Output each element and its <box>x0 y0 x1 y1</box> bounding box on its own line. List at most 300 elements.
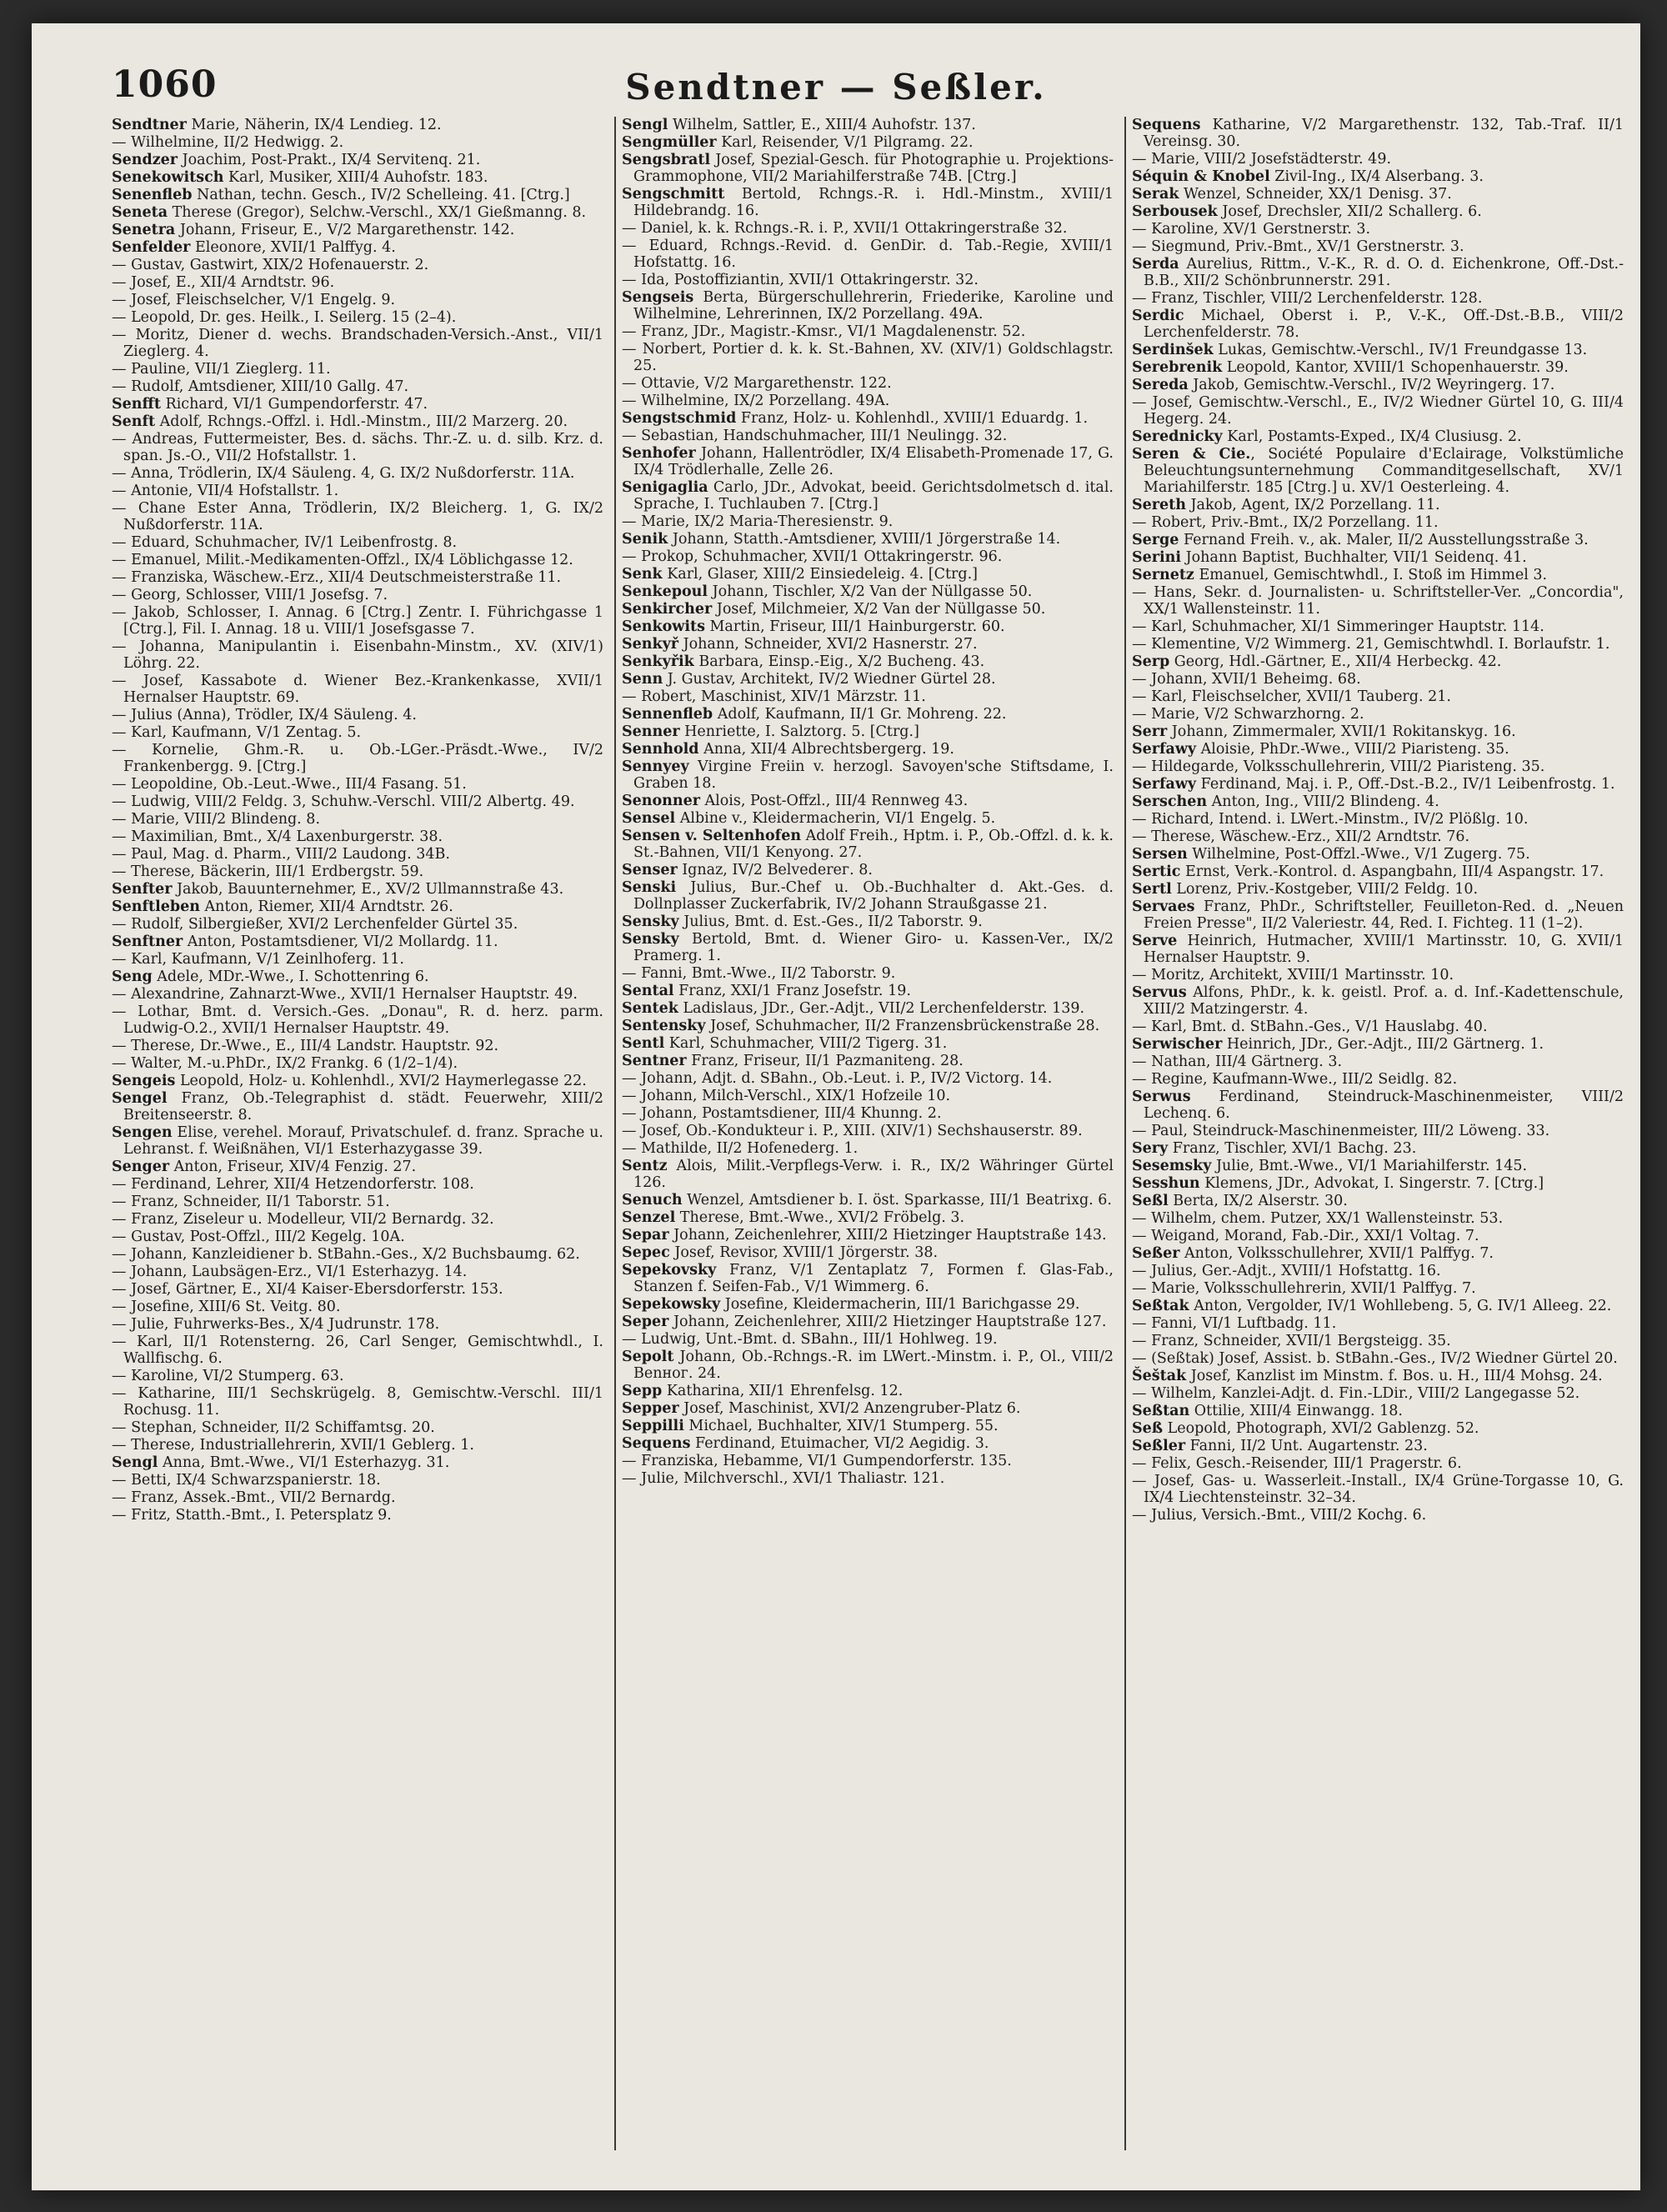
directory-entry <box>112 881 603 898</box>
directory-entry <box>622 1105 1114 1123</box>
entry-details: — Jakob, Schlosser, I. Annag. 6 [Ctrg.] Zentr. I. Führichgasse 1 [Ctrg.], Fil. I. Annag. 18 u. VIII/1 Josefsgasse 7. <box>112 604 603 638</box>
entry-details: — Ottavie, V/2 Margarethenstr. 122. <box>622 375 892 392</box>
directory-entry <box>622 1296 1114 1314</box>
directory-entry <box>112 1176 603 1194</box>
entry-details: — Julius (Anna), Trödler, IX/4 Säuleng. 4. <box>112 707 417 723</box>
directory-entry <box>622 601 1114 618</box>
entry-details: — Leopoldine, Ob.-Leut.-Wwe., III/4 Fasang. 51. <box>112 776 467 793</box>
entry-surname: Senger <box>112 1159 170 1175</box>
entry-details: — Johann, XVII/1 Beheimg. 68. <box>1132 671 1361 688</box>
entry-details: Josef, Maschinist, XVI/2 Anzengruber-Platz 6. <box>678 1400 1021 1417</box>
directory-entry <box>622 1331 1114 1349</box>
entry-surname: Sengl <box>112 1454 158 1471</box>
entry-details: Therese (Gregor), Selchw.-Verschl., XX/1 Gießmanng. 8. <box>168 204 587 221</box>
entry-details: — Gustav, Post-Offzl., III/2 Kegelg. 10A. <box>112 1229 405 1245</box>
directory-entry <box>112 793 603 811</box>
entry-surname: Sentner <box>622 1053 687 1069</box>
entry-surname: Senftner <box>112 933 183 950</box>
entry-details: — Regine, Kaufmann-Wwe., III/2 Seidlg. 82. <box>1132 1071 1458 1088</box>
entry-details: Franz, PhDr., Schriftsteller, Feuilleton-Red. d. „Neuen Freien Presse", II/2 Valeriestr. 44, Red. I. Fichteg. 11 (1–2). <box>1144 898 1624 932</box>
entry-details: Emanuel, Gemischtwhdl., I. Stoß im Himmel 3. <box>1194 567 1548 583</box>
directory-entry <box>622 1383 1114 1400</box>
entry-surname: Sendzer <box>112 152 178 168</box>
directory-entry <box>112 483 603 500</box>
directory-entry <box>112 811 603 828</box>
directory-entry <box>112 863 603 881</box>
directory-entry <box>622 1227 1114 1244</box>
entry-details: — Josef, Fleischselcher, V/1 Engelg. 9. <box>112 292 396 308</box>
entry-details: Ottilie, XIII/4 Einwangg. 18. <box>1189 1403 1403 1419</box>
entry-details: — Pauline, VII/1 Zieglerg. 11. <box>112 361 331 378</box>
directory-entry <box>112 673 603 707</box>
directory-entry <box>1132 1210 1624 1228</box>
entry-details: Johann, Zimmermaler, XVII/1 Rokitanskyg. 16. <box>1167 723 1516 740</box>
entry-details: — Leopold, Dr. ges. Heilk., I. Seilerg. 15 (2–4). <box>112 309 457 326</box>
entry-details: — Robert, Maschinist, XIV/1 Märzstr. 11. <box>622 688 926 705</box>
entry-details: Wenzel, Amtsdiener b. I. öst. Sparkasse, III/1 Beatrixg. 6. <box>682 1192 1112 1209</box>
directory-entry <box>1132 497 1624 514</box>
directory-entry <box>1132 1385 1624 1403</box>
entry-details: Ferdinand, Steindruck-Maschinenmeister, VIII/2 Lechenq. 6. <box>1144 1088 1624 1122</box>
directory-entry <box>112 396 603 413</box>
entry-details: — Daniel, k. k. Rchngs.-R. i. P., XVII/1 Ottakringerstraße 32. <box>622 220 1068 237</box>
entry-details: Anna, XII/4 Albrechtsbergerg. 19. <box>698 741 954 758</box>
directory-entry <box>112 776 603 793</box>
entry-details: — Eduard, Rchngs.-Revid. d. GenDir. d. Tab.-Regie, XVIII/1 Hofstattg. 16. <box>622 238 1114 271</box>
entry-details: Adolf, Rchngs.-Offzl. i. Hdl.-Minstm., III/2 Marzerg. 20. <box>155 413 568 430</box>
directory-entry <box>1132 168 1624 186</box>
directory-entry <box>112 1454 603 1472</box>
directory-entry <box>1132 723 1624 741</box>
directory-entry <box>112 604 603 638</box>
directory-entry <box>1132 186 1624 203</box>
entry-details: Franz, V/1 Zentaplatz 7, Formen f. Glas-Fab., Stanzen f. Seifen-Fab., V/1 Wimmerg. 6. <box>633 1262 1114 1295</box>
directory-entry <box>622 618 1114 636</box>
entry-surname: Sentensky <box>622 1018 706 1034</box>
directory-entry <box>622 548 1114 566</box>
entry-details: — Marie, Volksschullehrerin, XVII/1 Palffyg. 7. <box>1132 1280 1476 1297</box>
entry-details: Karl, Musiker, XIII/4 Auhofstr. 183. <box>223 169 488 186</box>
entry-surname: Senk <box>622 566 663 583</box>
entry-details: Barbara, Einsp.-Eig., X/2 Bucheng. 43. <box>693 653 985 670</box>
directory-entry <box>622 1418 1114 1435</box>
entry-surname: Sernetz <box>1132 567 1194 583</box>
directory-entry <box>622 583 1114 601</box>
directory-entry <box>622 272 1114 289</box>
directory-entry <box>622 1192 1114 1209</box>
entry-surname: Separ <box>622 1227 669 1244</box>
directory-entry <box>112 1281 603 1299</box>
entry-details: — Emanuel, Milit.-Medikamenten-Offzl., IX/4 Löblichgasse 12. <box>112 552 573 568</box>
directory-entry <box>112 1073 603 1090</box>
entry-details: — Rudolf, Silbergießer, XVI/2 Lerchenfelder Gürtel 35. <box>112 916 518 933</box>
directory-entry <box>622 879 1114 913</box>
entry-details: Virgine Freiin v. herzogl. Savoyen'sche Stiftsdame, I. Graben 18. <box>633 758 1114 792</box>
entry-surname: Seßtan <box>1132 1403 1190 1419</box>
entry-details: — Ludwig, Unt.-Bmt. d. SBahn., III/1 Hohlweg. 19. <box>622 1331 998 1348</box>
directory-entry <box>112 1299 603 1316</box>
directory-entry <box>112 1368 603 1385</box>
entry-surname: Sengsbratl <box>622 152 711 168</box>
directory-entry <box>112 134 603 152</box>
directory-entry <box>112 1334 603 1368</box>
directory-entry <box>112 378 603 396</box>
directory-entry <box>1132 549 1624 567</box>
column-1 <box>112 117 603 2167</box>
entry-surname: Servaes <box>1132 898 1195 915</box>
entry-details: Adolf, Kaufmann, II/1 Gr. Mohreng. 22. <box>713 706 1007 723</box>
entry-details: — Franz, Schneider, II/1 Taborstr. 51. <box>112 1194 390 1210</box>
directory-entry <box>112 361 603 378</box>
directory-entry <box>112 204 603 222</box>
directory-page <box>32 23 1640 2190</box>
entry-details: — Gustav, Gastwirt, XIX/2 Hofenauerstr. 2. <box>112 257 429 273</box>
entry-details: — Klementine, V/2 Wimmerg. 21, Gemischtwhdl. I. Borlaufstr. 1. <box>1132 636 1610 653</box>
entry-details: Martin, Friseur, III/1 Hainburgerstr. 60. <box>704 618 1005 635</box>
directory-entry <box>1132 532 1624 549</box>
entry-surname: Sepp <box>622 1383 663 1399</box>
entry-surname: Serge <box>1132 532 1179 548</box>
directory-entry <box>1132 741 1624 758</box>
entry-details: — Therese, Bäckerin, III/1 Erdbergstr. 59. <box>112 863 424 880</box>
directory-entry <box>622 1470 1114 1488</box>
entry-details: Johann, Statth.-Amtsdiener, XVIII/1 Jörgerstraße 14. <box>668 531 1061 548</box>
directory-entry <box>112 986 603 1003</box>
entry-details: — Marie, V/2 Schwarzhorng. 2. <box>1132 706 1364 723</box>
directory-entry <box>112 587 603 604</box>
entry-surname: Serschen <box>1132 793 1208 810</box>
directory-entry <box>1132 863 1624 881</box>
directory-entry <box>112 1194 603 1211</box>
page-header <box>32 45 1640 120</box>
directory-entry <box>1132 203 1624 221</box>
directory-entry <box>1132 653 1624 671</box>
entry-surname: Senik <box>622 531 668 548</box>
directory-entry <box>1132 688 1624 706</box>
directory-entry <box>622 238 1114 272</box>
directory-entry <box>622 671 1114 688</box>
directory-entry <box>622 793 1114 810</box>
directory-entry <box>622 1209 1114 1227</box>
directory-entry <box>1132 811 1624 828</box>
entry-details: — Hildegarde, Volksschullehrerin, VIII/2 Piaristeng. 35. <box>1132 758 1545 775</box>
entry-surname: Senfft <box>112 396 161 413</box>
directory-entry <box>112 169 603 187</box>
entry-details: — Moritz, Diener d. wechs. Brandschaden-Versich.-Anst., VII/1 Zieglerg. 4. <box>112 327 603 360</box>
entry-details: — Antonie, VII/4 Hofstallstr. 1. <box>112 483 339 499</box>
entry-details: Ferdinand, Etuimacher, VI/2 Aegidig. 3. <box>690 1435 989 1452</box>
directory-entry <box>112 274 603 292</box>
entry-details: — Julius, Versich.-Bmt., VIII/2 Kochg. 6. <box>1132 1507 1427 1524</box>
entry-details: Jakob, Bauunternehmer, E., XV/2 Ullmannstraße 43. <box>172 881 564 898</box>
directory-entry <box>622 1262 1114 1296</box>
entry-details: Jakob, Gemischtw.-Verschl., IV/2 Weyringerg. 17. <box>1188 377 1555 393</box>
directory-entry <box>622 1053 1114 1070</box>
directory-entry <box>112 500 603 534</box>
directory-entry <box>1132 117 1624 151</box>
directory-entry <box>622 393 1114 410</box>
directory-entry <box>112 1038 603 1055</box>
entry-details: Johann, Friseur, E., V/2 Margarethenstr. 142. <box>175 222 515 238</box>
entry-surname: Serbousek <box>1132 203 1218 220</box>
entry-details: — Andreas, Futtermeister, Bes. d. sächs. Thr.-Z. u. d. silb. Krz. d. span. Js.-O., VII/2 Hofstallstr. 1. <box>112 431 603 464</box>
entry-details: — Prokop, Schuhmacher, XVII/1 Ottakringerstr. 96. <box>622 548 1003 565</box>
directory-entry <box>622 186 1114 220</box>
directory-entry <box>1132 151 1624 168</box>
entry-details: Jakob, Agent, IX/2 Porzellang. 11. <box>1185 497 1440 513</box>
entry-details: — Rudolf, Amtsdiener, XIII/10 Gallg. 47. <box>112 378 409 395</box>
entry-details: , Société Populaire d'Eclairage, Volkstümliche Beleuchtungsunternehmung Commanditgesellschaft, XV/1 Mariahilferstr. 185 [Ctrg.] u. XV/1 Oesterleing. 4. <box>1144 446 1624 496</box>
column-divider <box>1124 117 1126 2150</box>
entry-surname: Serednicky <box>1132 428 1223 445</box>
entry-details: Anton, Postamtsdiener, VI/2 Mollardg. 11. <box>183 933 498 950</box>
directory-entry <box>112 1055 603 1073</box>
entry-surname: Sennyey <box>622 758 689 775</box>
entry-details: Johann, Zeichenlehrer, XIII/2 Hietzinger Hauptstraße 127. <box>668 1314 1107 1330</box>
entry-surname: Serebrenik <box>1132 359 1223 376</box>
entry-details: — Karl, Schuhmacher, XI/1 Simmeringer Hauptstr. 114. <box>1132 618 1544 635</box>
entry-details: Leopold, Kantor, XVIII/1 Schopenhauerstr. 39. <box>1222 359 1569 376</box>
entry-details: — Karl, Kaufmann, V/1 Zeinlhoferg. 11. <box>112 951 404 968</box>
directory-entry <box>1132 428 1624 446</box>
directory-entry <box>1132 984 1624 1018</box>
directory-entry <box>1132 1123 1624 1140</box>
directory-entry <box>1132 1298 1624 1315</box>
directory-entry <box>622 1035 1114 1053</box>
entry-details: Anton, Riemer, XII/4 Arndtstr. 26. <box>199 898 453 915</box>
entry-surname: Sesshun <box>1132 1175 1200 1192</box>
directory-entry <box>112 187 603 204</box>
entry-surname: Sepper <box>622 1400 679 1417</box>
directory-entry <box>112 1472 603 1489</box>
entry-surname: Senski <box>622 879 677 896</box>
entry-details: — Wilhelm, chem. Putzer, XX/1 Wallensteinstr. 53. <box>1132 1210 1504 1227</box>
entry-surname: Senfelder <box>112 239 191 256</box>
directory-entry <box>112 1159 603 1176</box>
entry-surname: Senekowitsch <box>112 169 224 186</box>
directory-entry <box>1132 1403 1624 1420</box>
entry-surname: Senft <box>112 413 156 430</box>
directory-entry <box>1132 881 1624 898</box>
directory-entry <box>622 1070 1114 1088</box>
entry-details: Michael, Oberst i. P., V.-K., Off.-Dst.-B.B., VIII/2 Lerchenfelderstr. 78. <box>1144 308 1624 341</box>
entry-surname: Sengeis <box>112 1073 176 1089</box>
directory-entry <box>1132 1018 1624 1036</box>
entry-details: — Anna, Trödlerin, IX/4 Säuleng. 4, G. IX/2 Nußdorferstr. 11A. <box>112 465 575 482</box>
entry-details: — Siegmund, Priv.-Bmt., XV/1 Gerstnerstr. 3. <box>1132 238 1464 255</box>
entry-surname: Serfawy <box>1132 741 1197 758</box>
directory-entry <box>112 222 603 239</box>
directory-entry <box>112 413 603 431</box>
directory-entry <box>1132 394 1624 428</box>
entry-details: Richard, VI/1 Gumpendorferstr. 47. <box>160 396 428 413</box>
entry-details: Alois, Milit.-Verpflegs-Verw. i. R., IX/2 Währinger Gürtel 126. <box>633 1158 1114 1191</box>
entry-details: — Josefine, XIII/6 St. Veitg. 80. <box>112 1299 341 1315</box>
entry-details: Berta, Bürgerschullehrerin, Friederike, Karoline und Wilhelmine, Lehrerinnen, IX/2 Porzellang. 49A. <box>633 289 1114 323</box>
directory-entry <box>1132 1245 1624 1263</box>
entry-surname: Serak <box>1132 186 1179 203</box>
entry-details: Bertold, Rchngs.-R. i. Hdl.-Minstm., XVIII/1 Hildebrandg. 16. <box>633 186 1114 219</box>
entry-details: Eleonore, XVII/1 Palffyg. 4. <box>190 239 396 256</box>
directory-entry <box>112 933 603 951</box>
directory-entry <box>1132 898 1624 933</box>
entry-details: Johann, Zeichenlehrer, XIII/2 Hietzinger Hauptstraße 143. <box>668 1227 1107 1244</box>
directory-entry <box>622 341 1114 375</box>
directory-entry <box>1132 1193 1624 1210</box>
entry-details: — Josef, Gas- u. Wasserleit.-Install., IX/4 Grüne-Torgasse 10, G. IX/4 Liechtensteinstr. 32–34. <box>1132 1473 1624 1506</box>
directory-entry <box>1132 342 1624 359</box>
entry-details: — Ida, Postoffiziantin, XVII/1 Ottakringerstr. 32. <box>622 272 979 288</box>
entry-details: Franz, XXI/1 Franz Josefstr. 19. <box>673 983 911 999</box>
entry-surname: Sepolt <box>622 1349 674 1365</box>
entry-details: — Chane Ester Anna, Trödlerin, IX/2 Bleicherg. 1, G. IX/2 Nußdorferstr. 11A. <box>112 500 603 533</box>
directory-entry <box>622 741 1114 758</box>
entry-surname: Senkircher <box>622 601 713 618</box>
entry-details: Leopold, Holz- u. Kohlenhdl., XVI/2 Haymerlegasse 22. <box>175 1073 587 1089</box>
directory-entry <box>112 431 603 465</box>
directory-entry <box>1132 1088 1624 1123</box>
entry-surname: Senkowits <box>622 618 705 635</box>
entry-details: — Walter, M.-u.PhDr., IX/2 Frankg. 6 (1/2–1/4). <box>112 1055 458 1072</box>
entry-surname: Sentek <box>622 1000 678 1017</box>
entry-surname: Senfter <box>112 881 173 898</box>
entry-details: Heinrich, JDr., Ger.-Adjt., III/2 Gärtnerg. 1. <box>1222 1036 1544 1053</box>
directory-entry <box>112 327 603 361</box>
entry-details: — Johanna, Manipulantin i. Eisenbahn-Minstm., XV. (XIV/1) Löhrg. 22. <box>112 638 603 672</box>
entry-details: — Karl, Kaufmann, V/1 Zentag. 5. <box>112 724 362 741</box>
entry-details: — Norbert, Portier d. k. k. St.-Bahnen, XV. (XIV/1) Goldschlagstr. 25. <box>622 341 1114 374</box>
entry-details: — Therese, Wäschew.-Erz., XII/2 Arndtstr. 76. <box>1132 828 1470 845</box>
entry-details: Alois, Post-Offzl., III/4 Rennweg 43. <box>699 793 969 809</box>
entry-surname: Sensel <box>622 810 676 827</box>
directory-entry <box>1132 1036 1624 1053</box>
entry-details: Georg, Hdl.-Gärtner, E., XII/4 Herbeckg. 42. <box>1169 653 1502 670</box>
column-2 <box>622 117 1114 2167</box>
directory-entry <box>622 1435 1114 1453</box>
entry-details: — (Seßtak) Josef, Assist. b. StBahn.-Ges., IV/2 Wiedner Gürtel 20. <box>1132 1350 1618 1367</box>
entry-details: — Moritz, Architekt, XVIII/1 Martinsstr. 10. <box>1132 967 1454 983</box>
directory-entry <box>622 1088 1114 1105</box>
entry-details: Anton, Friseur, XIV/4 Fenzig. 27. <box>169 1159 417 1175</box>
directory-entry <box>622 289 1114 323</box>
entry-surname: Senser <box>622 862 678 878</box>
directory-entry <box>112 1211 603 1229</box>
directory-entry <box>1132 221 1624 238</box>
entry-details: Fernand Freih. v., ak. Maler, II/2 Ausstellungsstraße 3. <box>1179 532 1589 548</box>
entry-surname: Seßler <box>1132 1438 1186 1454</box>
directory-entry <box>622 653 1114 671</box>
entry-details: — Lothar, Bmt. d. Versich.-Ges. „Donau", R. d. herz. parm. Ludwig-O.2., XVII/1 Hernalser Hauptstr. 49. <box>112 1003 603 1037</box>
entry-details: — Stephan, Schneider, II/2 Schiffamtsg. 20. <box>112 1419 435 1436</box>
entry-surname: Sensky <box>622 913 679 930</box>
entry-details: — Johann, Laubsägen-Erz., VI/1 Esterhazyg. 14. <box>112 1264 468 1280</box>
entry-surname: Sertl <box>1132 881 1172 898</box>
entry-details: — Josef, Gärtner, E., XI/4 Kaiser-Ebersdorferstr. 153. <box>112 1281 503 1298</box>
entry-details: — Robert, Priv.-Bmt., IX/2 Porzellang. 11. <box>1132 514 1439 531</box>
directory-entry <box>1132 967 1624 984</box>
entry-details: — Mathilde, II/2 Hofenederg. 1. <box>622 1140 859 1157</box>
entry-details: — Kornelie, Ghm.-R. u. Ob.-LGer.-Präsdt.-Wwe., IV/2 Frankenbergg. 9. [Ctrg.] <box>112 742 603 775</box>
directory-entry <box>622 323 1114 341</box>
entry-details: — Fanni, Bmt.-Wwe., II/2 Taborstr. 9. <box>622 965 896 982</box>
entry-surname: Sepekowsky <box>622 1296 721 1313</box>
entry-details: Aurelius, Rittm., V.-K., R. d. O. d. Eichenkrone, Off.-Dst.-B.B., XII/2 Schönbrunnerstr. 291. <box>1144 256 1624 289</box>
entry-details: Karl, Glaser, XIII/2 Einsiedeleig. 4. [Ctrg.] <box>662 566 978 583</box>
entry-details: Anton, Vergolder, IV/1 Wohllebeng. 5, G. IV/1 Alleeg. 22. <box>1189 1298 1612 1314</box>
entry-surname: Senzel <box>622 1209 676 1226</box>
entry-surname: Sentz <box>622 1158 668 1174</box>
directory-entry <box>1132 618 1624 636</box>
directory-entry <box>112 898 603 916</box>
entry-surname: Seneta <box>112 204 168 221</box>
entry-details: Anton, Ing., VIII/2 Blindeng. 4. <box>1207 793 1439 810</box>
entry-surname: Sennenfleb <box>622 706 713 723</box>
directory-entry <box>112 828 603 846</box>
entry-surname: Senkyř <box>622 636 679 653</box>
entry-details: Nathan, techn. Gesch., IV/2 Schelleing. 41. [Ctrg.] <box>192 187 570 203</box>
entry-surname: Senhofer <box>622 445 696 462</box>
directory-entry <box>112 916 603 933</box>
entry-details: Josef, Revisor, XVIII/1 Jörgerstr. 38. <box>669 1244 939 1261</box>
directory-entry <box>1132 1455 1624 1473</box>
entry-details: Anna, Bmt.-Wwe., VI/1 Esterhazyg. 31. <box>158 1454 450 1471</box>
directory-entry <box>1132 793 1624 811</box>
entry-details: Albine v., Kleidermacherin, VI/1 Engelg. 5. <box>675 810 996 827</box>
entry-surname: Sertic <box>1132 863 1181 880</box>
directory-entry <box>112 534 603 552</box>
entry-surname: Seßtak <box>1132 1298 1189 1314</box>
entry-details: Berta, IX/2 Alserstr. 30. <box>1168 1193 1348 1209</box>
entry-details: Adele, MDr.-Wwe., I. Schottenring 6. <box>152 968 429 985</box>
entry-details: Heinrich, Hutmacher, XVIII/1 Martinsstr. 10, G. XVII/1 Hernalser Hauptstr. 9. <box>1144 933 1624 966</box>
entry-details: — Marie, VIII/2 Blindeng. 8. <box>112 811 321 828</box>
entry-details: Ernst, Verk.-Kontrol. d. Aspangbahn, III/4 Aspangstr. 17. <box>1180 863 1604 880</box>
directory-entry <box>622 134 1114 152</box>
directory-entry <box>622 1400 1114 1418</box>
entry-surname: Sepec <box>622 1244 670 1261</box>
directory-entry <box>622 1244 1114 1262</box>
entry-details: Katharine, V/2 Margarethenstr. 132, Tab.-Traf. II/1 Vereinsg. 30. <box>1144 117 1624 150</box>
entry-details: Therese, Bmt.-Wwe., XVI/2 Fröbelg. 3. <box>675 1209 965 1226</box>
entry-details: — Josef, Gemischtw.-Verschl., E., IV/2 Wiedner Gürtel 10, G. III/4 Hegerg. 24. <box>1132 394 1624 428</box>
directory-entry <box>1132 1228 1624 1245</box>
entry-surname: Senn <box>622 671 663 688</box>
entry-details: — Wilhelmine, II/2 Hedwigg. 2. <box>112 134 344 151</box>
entry-surname: Sengmüller <box>622 134 717 151</box>
entry-details: — Karoline, VI/2 Stumperg. 63. <box>112 1368 344 1384</box>
directory-entry <box>1132 1175 1624 1193</box>
entry-details: — Karl, II/1 Rotensterng. 26, Carl Senger, Gemischtwhdl., I. Wallfischg. 6. <box>112 1334 603 1367</box>
directory-entry <box>622 445 1114 479</box>
entry-surname: Seppilli <box>622 1418 684 1434</box>
entry-surname: Senkyřik <box>622 653 694 670</box>
entry-surname: Seßl <box>1132 1193 1169 1209</box>
entry-details: Karl, Schuhmacher, VIII/2 Tigerg. 31. <box>664 1035 948 1052</box>
entry-surname: Serdic <box>1132 308 1184 324</box>
entry-details: — Felix, Gesch.-Reisender, III/1 Pragerstr. 6. <box>1132 1455 1462 1472</box>
entry-details: Katharina, XII/1 Ehrenfelsg. 12. <box>662 1383 904 1399</box>
entry-surname: Sennhold <box>622 741 699 758</box>
directory-entry <box>622 1314 1114 1331</box>
entry-details: — Fritz, Statth.-Bmt., I. Petersplatz 9. <box>112 1507 392 1524</box>
entry-surname: Seren & Cie. <box>1132 446 1251 463</box>
entry-details: Julius, Bur.-Chef u. Ob.-Buchhalter d. Akt.-Ges. d. Dollnplasser Zuckerfabrik, IV/2 Johann Straußgasse 21. <box>633 879 1114 913</box>
entry-details: — Nathan, III/4 Gärtnerg. 3. <box>1132 1053 1343 1070</box>
directory-entry <box>622 479 1114 513</box>
entry-details: Alfons, PhDr., k. k. geistl. Prof. a. d. Inf.-Kadettenschule, XIII/2 Matzingerstr. 4. <box>1144 984 1624 1018</box>
entry-details: — Therese, Industriallehrerin, XVII/1 Geblerg. 1. <box>112 1437 474 1454</box>
entry-details: — Josef, Ob.-Kondukteur i. P., XIII. (XIV/1) Sechshauserstr. 89. <box>622 1123 1083 1139</box>
